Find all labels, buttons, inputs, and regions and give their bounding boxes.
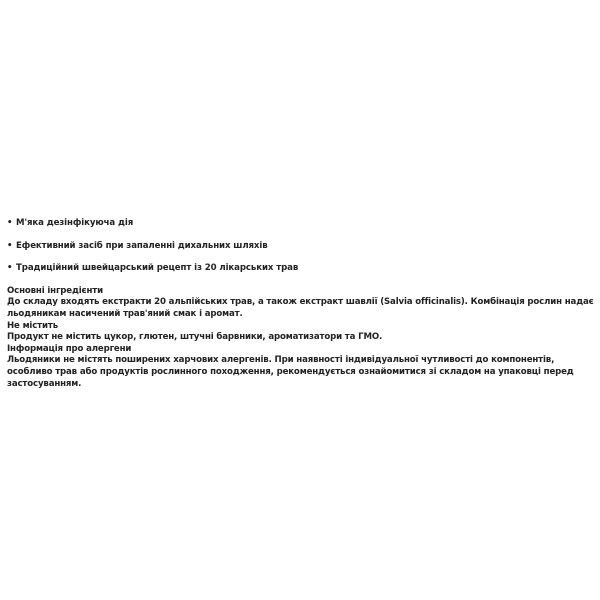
- feature-item: [7, 263, 595, 275]
- feature-text: Традиційний швейцарський рецепт із 20 лікарських трав: [16, 263, 299, 274]
- feature-text: Ефективний засіб при запаленні дихальних шляхів: [16, 240, 268, 251]
- not-contains-heading: Не містить: [7, 320, 58, 331]
- product-description: [7, 218, 595, 390]
- ingredients-section: [7, 286, 595, 390]
- ingredients-text: До складу входять екстракти 20 альпійських трав, а також екстракт шавлії (Salvia officinalis). Комбінація рослин надає льодяникам насичений трав'яний смак і аромат.: [7, 297, 594, 319]
- allergens-heading: Інформація про алергени: [7, 343, 132, 354]
- bullet-icon: •: [7, 218, 13, 228]
- bullet-icon: •: [7, 240, 13, 251]
- not-contains-text: Продукт не містить цукор, глютен, штучні барвники, ароматизатори та ГМО.: [7, 332, 383, 343]
- bullet-icon: •: [7, 263, 13, 274]
- feature-item: [7, 218, 595, 230]
- feature-item: [7, 241, 595, 253]
- feature-text: М'яка дезінфікуюча дія: [16, 218, 134, 228]
- allergens-text: Льодяники не містять поширених харчових алергенів. При наявності індивідуальної чутливості до компонентів, особливо трав або продуктів рослинного походження, рекомендується ознайомитися зі складом на упаковці перед застосуванням.: [7, 355, 574, 389]
- ingredients-heading: Основні інгредієнти: [7, 285, 103, 296]
